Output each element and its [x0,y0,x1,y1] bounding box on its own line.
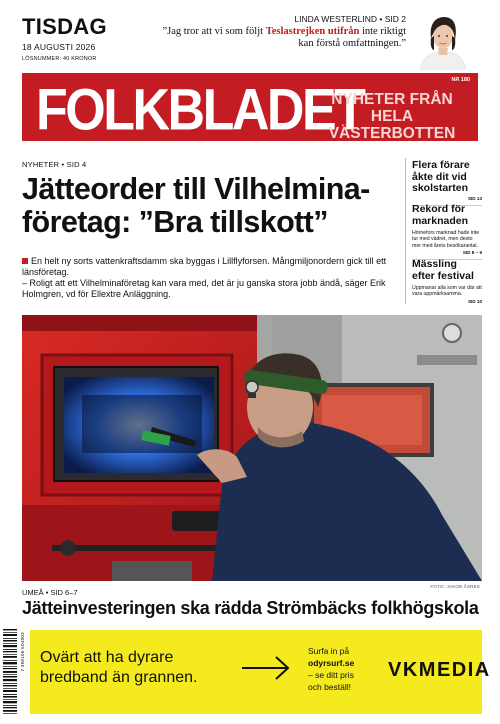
newspaper-logo[interactable]: FOLKBLADET [36,78,364,143]
issue-date: 18 AUGUSTI 2026 [22,42,96,52]
lead-headline-line-1: Jätteorder till Vilhelmina- [22,172,370,206]
lead-headline[interactable] [22,173,402,239]
vk-media-logo: VKMEDIA [388,659,491,681]
teaser-kicker: LINDA WESTERLIND • SID 2 [294,14,406,24]
lead-ingress-1: En helt ny sorts vattenkraftsdamm ska byggas i Lillflyforsen. Mångmiljonordern gick till ett länsföretag. [22,256,387,277]
issue-price: LÖSNUMMER: 40 KRONOR [22,56,97,62]
masthead [22,73,478,141]
slogan-line-1: NYHETER FRÅN HELA [331,91,453,125]
slogan-line-2: VÄSTERBOTTEN [328,125,456,142]
teaser-quote[interactable] [146,26,406,50]
columnist-portrait [412,8,474,70]
sidebar-teaser-ref: SID 13 [467,195,482,201]
weekday: TISDAG [22,14,107,39]
sidebar-teaser-text: Hörnefors marknad hade inte tur med vädret, men desto mer med årets besökarantal. [412,230,480,249]
barcode [0,627,20,717]
photo-credit: FOTO: JAKOB ÅSRES [430,584,480,589]
ad-main-line-2: bredband än grannen. [40,669,198,686]
sidebar-teaser-1[interactable] [412,160,482,206]
teaser-quote-highlight: Teslastrejken utifrån [265,26,360,37]
sidebar-teaser-ref: SID 10 [467,298,482,304]
sidebar-teaser-2[interactable] [412,204,482,260]
column-divider [405,158,406,304]
ad-main-text [40,648,240,688]
issue-number: NR 180 [451,77,470,83]
barcode-number: 7 388106 504003 [20,632,25,672]
ad-cta-line-4: och beställ! [308,682,351,692]
ad-cta-line-1: Surfa in på [308,646,350,656]
teaser-quote-start: ”Jag tror att vi som följt [162,26,266,37]
lead-ingress [22,256,400,300]
ad-main-line-1: Ovärt att ha dyrare [40,649,174,666]
ad-cta-line-3: – se ditt pris [308,670,354,680]
teaser-quote-end: inte riktigt kan förstå omfattningen.” [298,26,406,49]
masthead-slogan [312,91,472,142]
ad-cta [308,645,398,693]
lead-ingress-2: – Roligt att ett Vilhelminaföretag kan vara med, det är ju ganska stora jobb ändå, säger Erik Holmgren, vd för Ellextre Anläggning. [22,278,386,299]
top-header [0,0,500,72]
lead-photo[interactable] [22,315,482,581]
advertisement[interactable] [30,630,491,714]
sidebar-teaser-ref: SID 8 – 9 [462,250,482,256]
lead-kicker: NYHETER • SID 4 [22,160,87,169]
sidebar-teaser-3[interactable] [412,259,482,304]
sidebar-teaser-title: Mässling efter festival [412,258,474,282]
ad-cta-url[interactable]: odyrsurf.se [308,658,355,668]
sidebar-teaser-text: Uppmanar alla som var där att vara uppmärksamma. [412,285,482,298]
lead-headline-line-2: företag: ”Bra tillskott” [22,205,328,239]
story2-kicker: UMEÅ • SID 6–7 [22,588,78,597]
sidebar-teaser-title: Flera förare åkte dit vid skolstarten [412,159,470,194]
arrow-right-icon [240,654,292,687]
story2-headline[interactable]: Jätteinvesteringen ska rädda Strömbäcks folkhögskola [22,598,479,618]
bullet-square-icon [22,258,28,264]
sidebar-teaser-title: Rekord för marknaden [412,203,469,227]
